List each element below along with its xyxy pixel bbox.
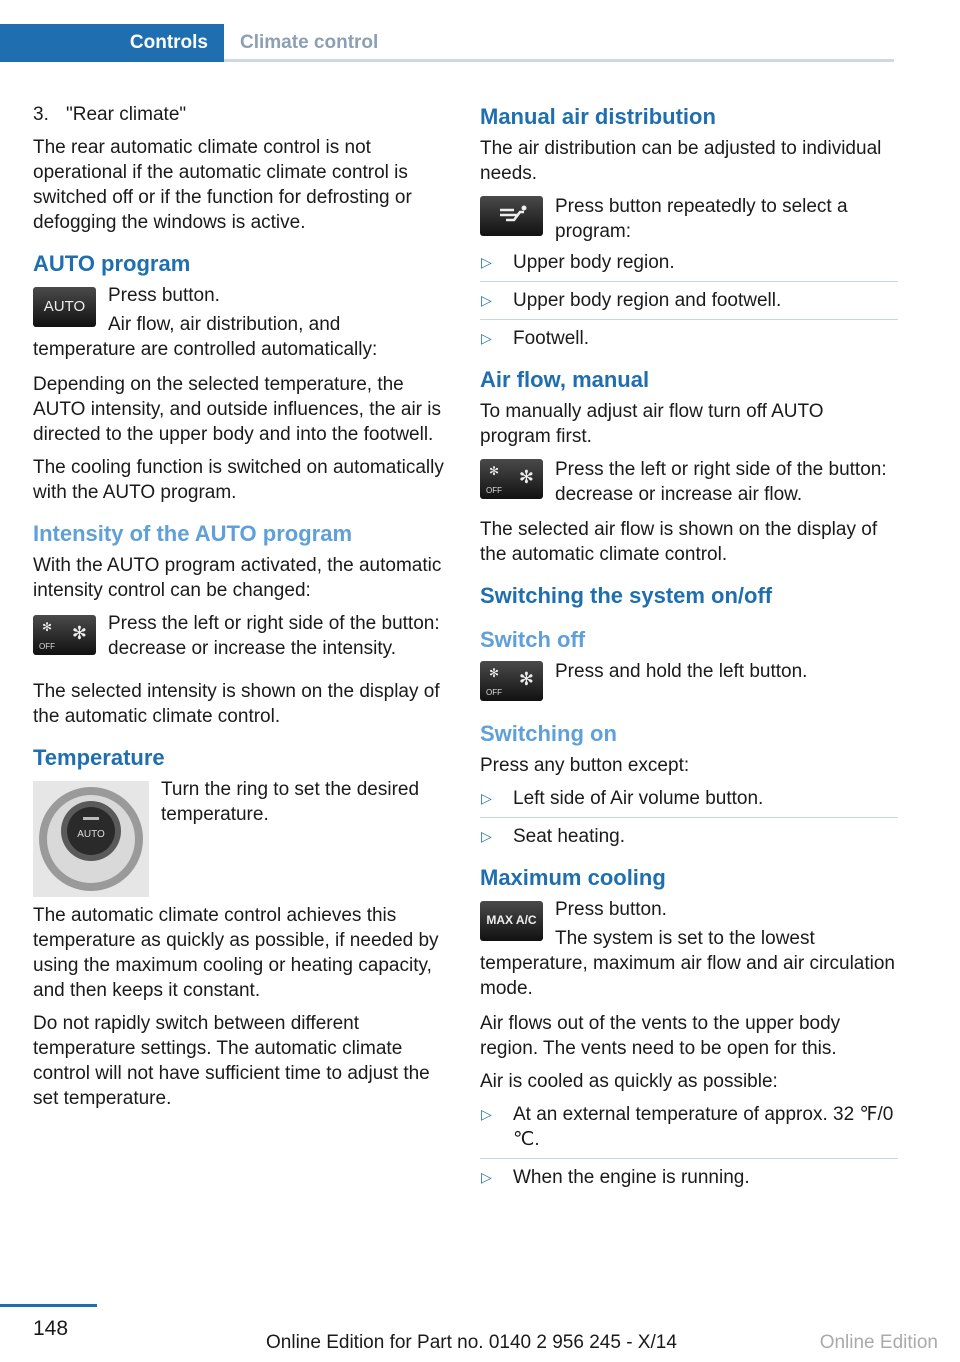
watermark-text	[820, 1331, 938, 1355]
fan-off-label: OFF	[39, 642, 55, 651]
max-cooling-conditions-intro: Air is cooled as quickly as possible:	[480, 1071, 778, 1092]
auto-description: Air flow, air distribution, and temperature are controlled automatically:	[33, 314, 378, 360]
intensity-display-note: The selected intensity is shown on the display of the automatic climate control.	[33, 681, 440, 727]
fan-small-icon: ✻	[489, 666, 500, 680]
airflow-instruction: Press the left or right side of the button: decrease or increase air flow.	[555, 459, 887, 505]
switching-on-intro: Press any button except:	[480, 755, 690, 776]
switch-off-button-row	[480, 659, 898, 701]
max-cooling-description: The system is set to the lowest temperature, maximum air flow and air circulation mode.	[480, 928, 895, 999]
triangle-bullet-icon: ▷	[481, 1106, 492, 1122]
fan-off-label: OFF	[486, 486, 502, 495]
air-distribution-button-icon	[480, 196, 543, 236]
fan-large-icon: ✻	[518, 467, 534, 487]
list-item: ▷ Upper body region and footwell.	[480, 288, 898, 320]
fan-button-icon	[480, 661, 543, 701]
fan-button-icon	[33, 615, 96, 655]
fan-small-icon: ✻	[42, 620, 53, 634]
max-cooling-vents: Air flows out of the vents to the upper body region. The vents need to be open for this.	[480, 1013, 841, 1059]
temperature-instruction: Turn the ring to set the desired temperature.	[161, 779, 420, 825]
max-cooling-heading: Maximum cooling	[480, 865, 666, 890]
list-item: ▷ Left side of Air volume button.	[480, 786, 898, 818]
list-item: ▷ Seat heating.	[481, 826, 625, 847]
distribution-button-row	[480, 194, 898, 244]
header-section-tab: Controls	[0, 24, 224, 62]
page-number: 148	[33, 1317, 69, 1340]
seated-person-icon	[480, 196, 543, 236]
temperature-heading: Temperature	[33, 745, 165, 770]
airflow-display-note: The selected air flow is shown on the display of the automatic climate control.	[480, 519, 878, 565]
fan-large-icon: ✻	[518, 669, 534, 689]
switching-heading: Switching the system on/off	[480, 583, 773, 608]
switching-on-list	[480, 786, 898, 849]
max-ac-button-image	[480, 901, 543, 941]
triangle-bullet-icon: ▷	[481, 292, 492, 308]
auto-button-icon	[33, 287, 96, 327]
max-cooling-press: Press button.	[555, 899, 667, 920]
switching-on-heading: Switching on	[480, 721, 617, 746]
fan-button-icon	[480, 459, 543, 499]
footer-rule	[0, 1304, 97, 1307]
triangle-bullet-icon: ▷	[481, 254, 492, 270]
triangle-bullet-icon: ▷	[481, 790, 492, 806]
watermark-visible: Online Edition	[819, 1332, 938, 1353]
manual-distribution-instruction: Press button repeatedly to select a program:	[555, 196, 848, 242]
manual-distribution-intro: The air distribution can be adjusted to individual needs.	[480, 138, 882, 184]
distribution-list	[480, 250, 898, 351]
auto-button-label: AUTO	[43, 298, 86, 315]
auto-distribution-paragraph: Depending on the selected temperature, the AUTO intensity, and outside influences, the air is directed to the upper body and into the footwell.	[33, 374, 442, 445]
auto-button-image	[33, 287, 96, 327]
header-subsection-tab: Climate control	[240, 32, 379, 53]
temperature-warning-paragraph: Do not rapidly switch between different temperature settings. The automatic climate control will not have sufficient time to adjust the set temperature.	[33, 1013, 430, 1109]
triangle-bullet-icon: ▷	[481, 330, 492, 346]
fan-large-icon: ✻	[71, 623, 87, 643]
temperature-ring-image	[33, 781, 149, 897]
max-ac-button-icon	[480, 901, 543, 941]
left-column	[33, 102, 447, 1119]
list-item: ▷ Upper body region.	[480, 250, 898, 282]
temperature-ring-icon	[33, 781, 149, 897]
page-header	[0, 24, 894, 62]
auto-program-heading: AUTO program	[33, 251, 191, 276]
max-cooling-list	[480, 1102, 898, 1190]
switch-off-heading: Switch off	[480, 627, 586, 652]
temperature-achieve-paragraph: The automatic climate control achieves this temperature as quickly as possible, if needed by using the maximum cooling or heating capacity, and then keeps it constant.	[33, 905, 439, 1001]
manual-distribution-heading: Manual air distribution	[480, 104, 716, 129]
airflow-intro: To manually adjust air flow turn off AUTO program first.	[480, 401, 824, 447]
auto-press-text: Press button.	[108, 285, 220, 306]
ring-auto-label: AUTO	[77, 829, 105, 840]
rear-climate-paragraph: The rear automatic climate control is not operational if the automatic climate control is switched off or if the function for defrosting or defogging the windows is active.	[33, 137, 412, 233]
airflow-button-row	[480, 457, 898, 507]
triangle-bullet-icon: ▷	[481, 828, 492, 844]
right-column	[480, 102, 898, 1198]
item-number: 3.	[33, 104, 49, 125]
header-rule	[224, 59, 894, 62]
switch-off-instruction: Press and hold the left button.	[555, 661, 808, 682]
list-item: ▷ Footwell.	[481, 328, 590, 349]
numbered-item-3	[33, 102, 447, 127]
auto-cooling-paragraph: The cooling function is switched on automatically with the AUTO program.	[33, 457, 444, 503]
item-text: "Rear climate"	[66, 104, 187, 125]
fan-button-image	[33, 615, 96, 655]
intensity-intro: With the AUTO program activated, the automatic intensity control can be changed:	[33, 555, 442, 601]
list-item: ▷ At an external temperature of approx. 32 ℉/0 ℃.	[480, 1102, 898, 1159]
fan-small-icon: ✻	[489, 464, 500, 478]
list-item: ▷ When the engine is running.	[481, 1167, 750, 1188]
triangle-bullet-icon: ▷	[481, 1169, 492, 1185]
fan-off-label: OFF	[486, 688, 502, 697]
max-ac-label: MAX A/C	[486, 913, 537, 927]
intensity-heading: Intensity of the AUTO program	[33, 521, 353, 546]
airflow-heading: Air flow, manual	[480, 367, 650, 392]
intensity-instruction: Press the left or right side of the button: decrease or increase the intensity.	[108, 613, 440, 659]
edition-text: Online Edition for Part no. 0140 2 956 245 - X/14	[266, 1332, 677, 1353]
